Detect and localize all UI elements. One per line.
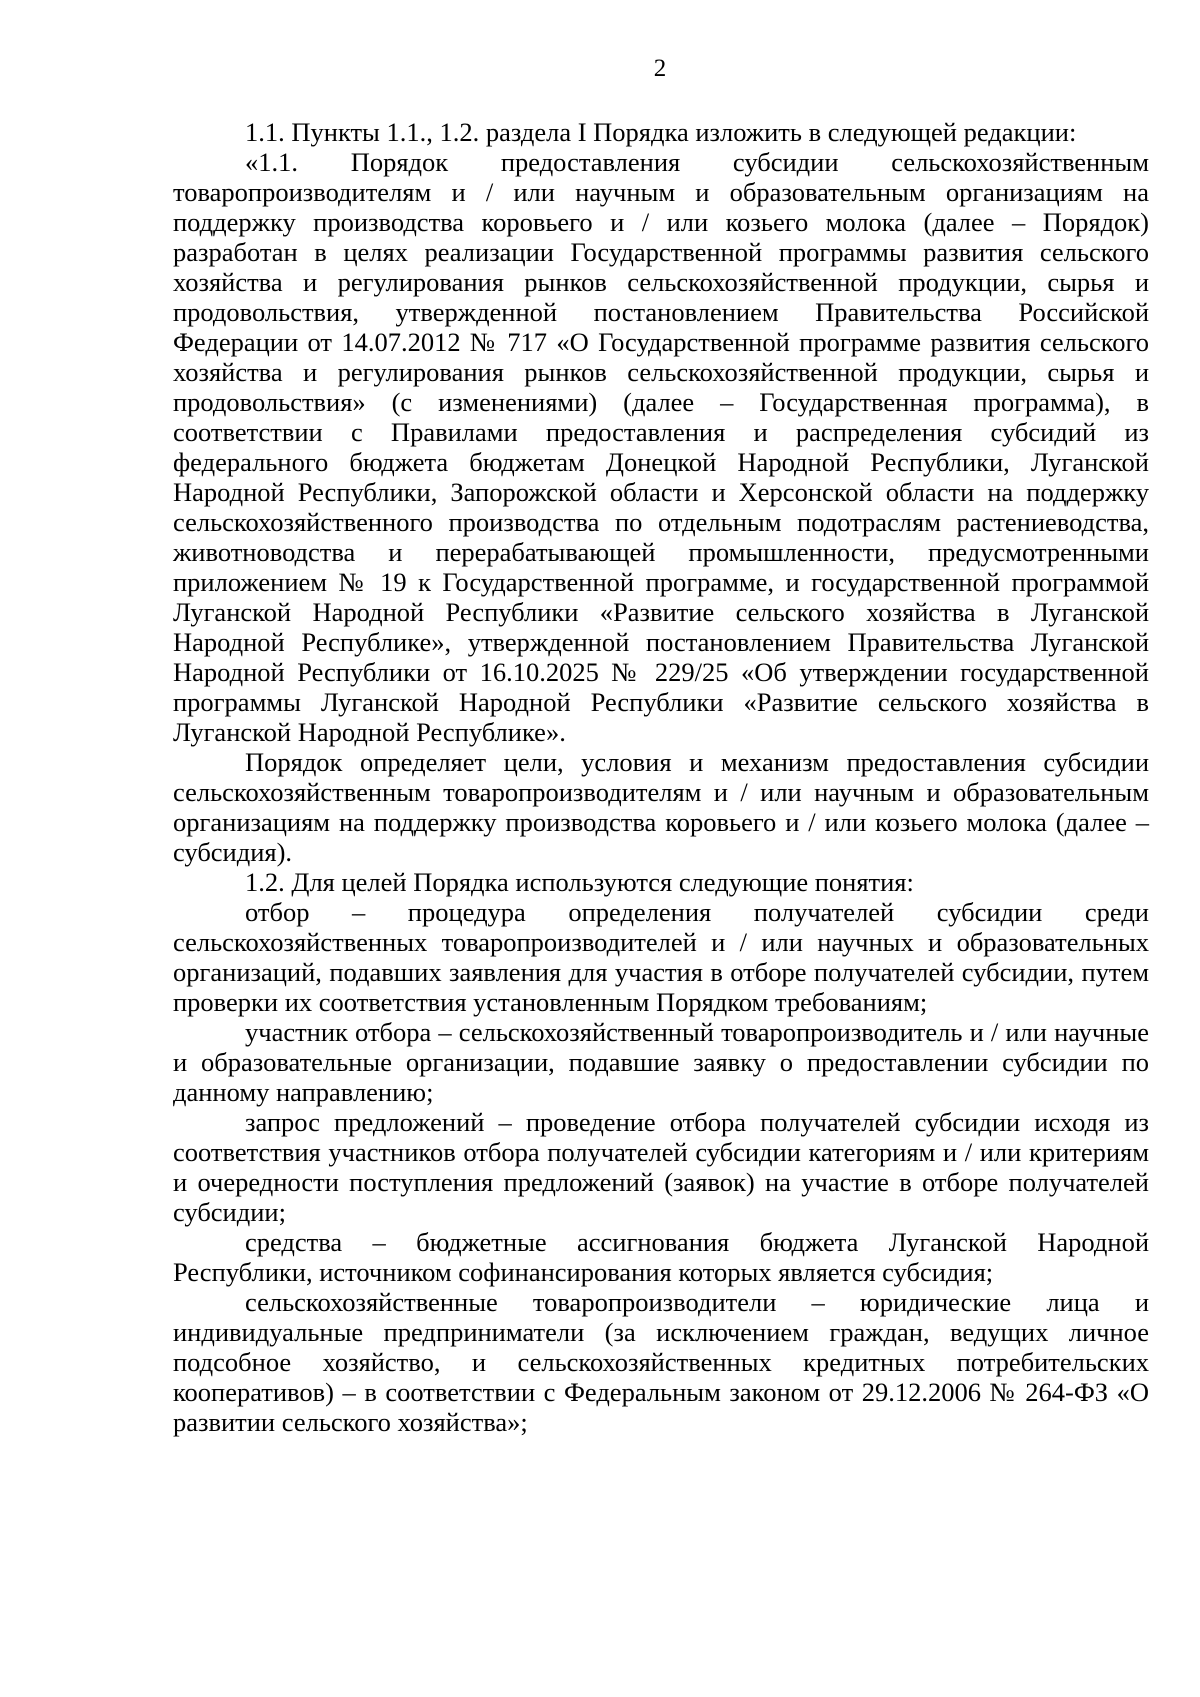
definition-participant: участник отбора – сельскохозяйственный товаропроизводитель и / или научные и образовательные организации, подавшие заявку о предоставлении субсидии по данному направлению; — [173, 1017, 1149, 1107]
paragraph-order-purpose: Порядок определяет цели, условия и механизм предоставления субсидии сельскохозяйственным товаропроизводителям и / или научным и образовательным организациям на поддержку производства коровьего и / или козьего молока (далее – субсидия). — [173, 747, 1149, 867]
definition-producers: сельскохозяйственные товаропроизводители – юридические лица и индивидуальные предприниматели (за исключением граждан, ведущих личное подсобное хозяйство, и сельскохозяйственных кредитных потребительских кооперативов) – в соответствии с Федеральным законом от 29.12.2006 № 264-ФЗ «О развитии сельского хозяйства»; — [173, 1287, 1149, 1437]
page-number: 2 — [653, 55, 667, 82]
definition-funds: средства – бюджетные ассигнования бюджета Луганской Народной Республики, источником софинансирования которых является субсидия; — [173, 1227, 1149, 1287]
paragraph-1-1-text: «1.1. Порядок предоставления субсидии сельскохозяйственным товаропроизводителям и / или научным и образовательным организациям на поддержку производства коровьего и / или козьего молока (далее – Порядок) разработан в целях реализации Государственной программы развития сельского хозяйства и регулирования рынков сельскохозяйственной продукции, сырья и продовольствия, утвержденной постановлением Правительства Российской Федерации от 14.07.2012 № 717 «О Государственной программе развития сельского хозяйства и регулирования рынков сельскохозяйственной продукции, сырья и продовольствия» (с изменениями) (далее – Государственная программа), в соответствии с Правилами предоставления и распределения субсидий из федерального бюджета бюджетам Донецкой Народной Республики, Луганской Народной Республики, Запорожской области и Херсонской области на поддержку сельскохозяйственного производства по отдельным подотраслям растениеводства, животноводства и перерабатывающей промышленности, предусмотренными приложением № 19 к Государственной программе, и государственной программой Луганской Народной Республики «Развитие сельского хозяйства в Луганской Народной Республике», утвержденной постановлением Правительства Луганской Народной Республики от 16.10.2025 № 229/25 «Об утверждении государственной программы Луганской Народной Республики «Развитие сельского хозяйства в Луганской Народной Республике». — [173, 147, 1149, 747]
paragraph-1-2-intro: 1.2. Для целей Порядка используются следующие понятия: — [245, 867, 914, 897]
definition-request-proposals: запрос предложений – проведение отбора получателей субсидии исходя из соответствия участников отбора получателей субсидии категориям и / или критериям и очередности поступления предложений (заявок) на участие в отборе получателей субсидии; — [173, 1107, 1149, 1227]
paragraph-1-1-intro: 1.1. Пункты 1.1., 1.2. раздела I Порядка изложить в следующей редакции: — [245, 117, 1077, 147]
document-body — [173, 117, 1149, 1437]
definition-selection: отбор – процедура определения получателей субсидии среди сельскохозяйственных товаропроизводителей и / или научных и образовательных организаций, подавших заявления для участия в отборе получателей субсидии, путем проверки их соответствия установленным Порядком требованиям; — [173, 897, 1149, 1017]
